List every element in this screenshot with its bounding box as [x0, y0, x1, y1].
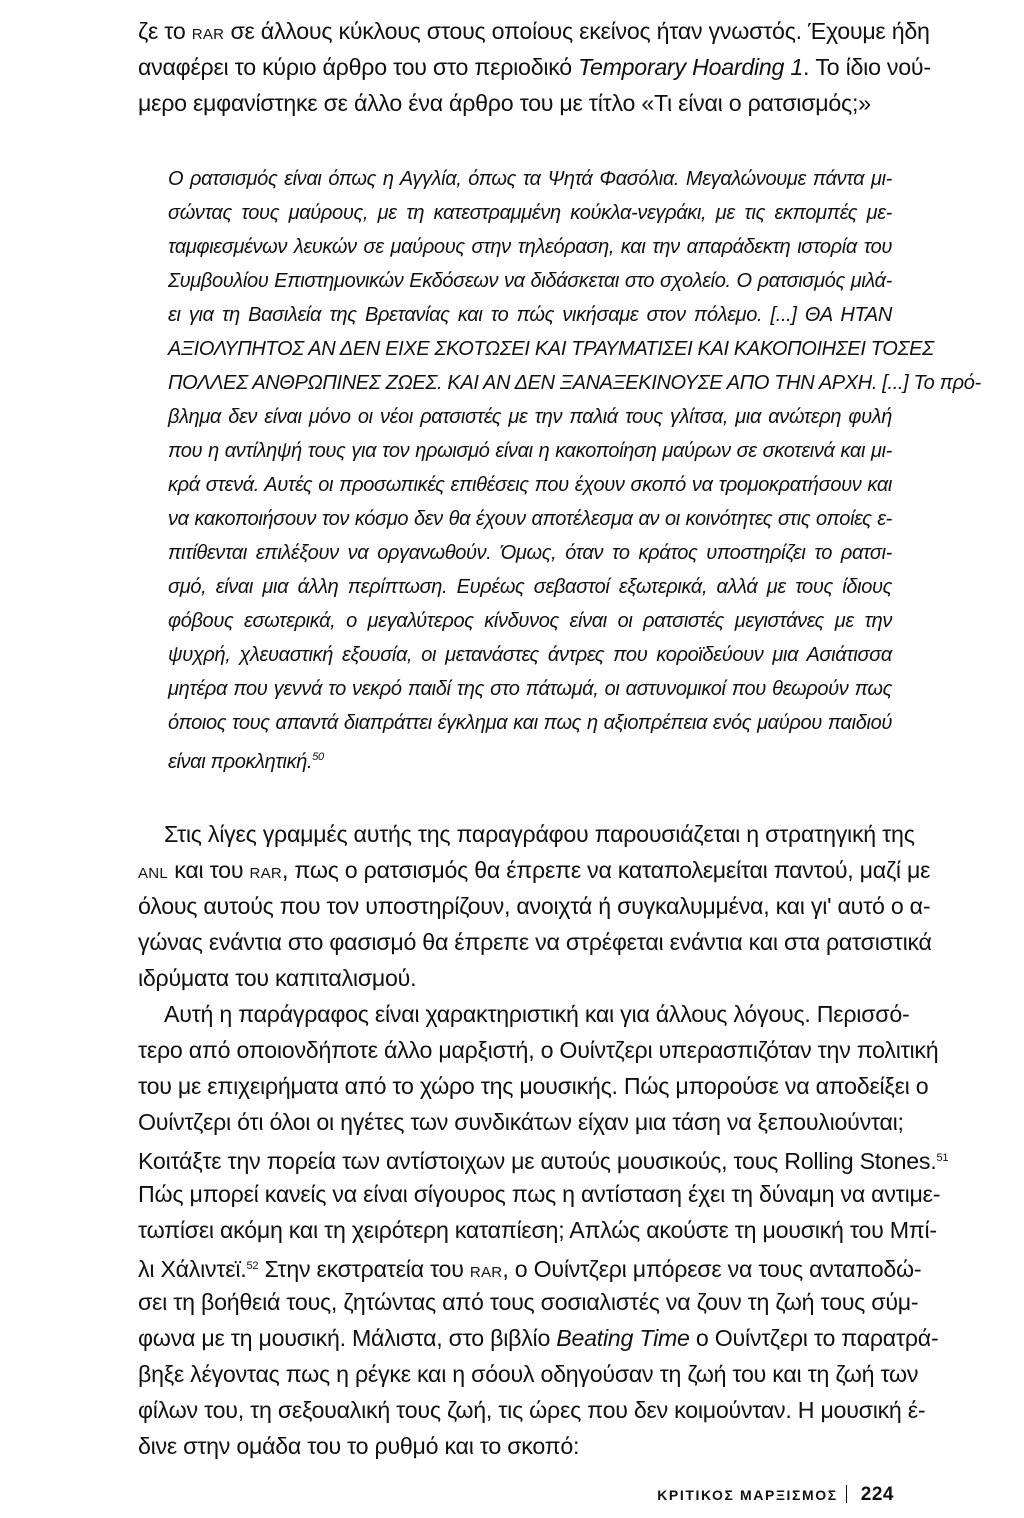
text-run: Στις λίγες γραμμές αυτής της παραγράφου παρουσιάζεται η στρατηγική της — [164, 821, 915, 847]
body-line — [138, 819, 915, 849]
body-line: όλους αυτούς που τον υποστηρίζουν, ανοιχτά ή συγκαλυμμένα, και γι' αυτό ο α- — [138, 893, 931, 919]
text-run: Κοιτάξτε την πορεία των αντίστοιχων με αυτούς μουσικούς, τους Rolling Stones. — [138, 1148, 937, 1174]
footnote-ref-51: 51 — [936, 1152, 949, 1164]
quote-line: ΠΟΛΛΕΣ ΑΝΘΡΩΠΙΝΕΣ ΖΩΕΣ. ΚΑΙ ΑΝ ΔΕΝ ΞΑΝΑΞΕΚΙΝΟΥΣΕ ΑΠΟ ΤΗΝ ΑΡΧΗ. [...] Το πρό- — [168, 372, 981, 394]
journal-title: Temporary Hoarding — [578, 54, 785, 80]
text-run: , πως ο ρατσισμός θα έπρεπε να καταπολεμείται παντού, μαζί με — [282, 857, 931, 883]
acronym-rar: RAR — [191, 26, 225, 43]
quote-line: ει για τη Βασιλεία της Βρετανίας και το πώς νικήσαμε στον πόλεμο. [...] ΘΑ ΗΤΑΝ — [168, 304, 892, 326]
acronym-rar: RAR — [249, 865, 283, 882]
text-run: φωνα με τη μουσική. Μάλιστα, στο βιβλίο — [138, 1325, 557, 1351]
text-run: Αυτή η παράγραφος είναι χαρακτηριστική και για άλλους λόγους. Περισσό- — [164, 1001, 910, 1027]
journal-issue: 1 — [790, 54, 804, 80]
quote-line: ΑΞΙΟΛΥΠΗΤΟΣ ΑΝ ΔΕΝ ΕΙΧΕ ΣΚΟΤΩΣΕΙ ΚΑΙ ΤΡΑΥΜΑΤΙΣΕΙ ΚΑΙ ΚΑΚΟΠΟΙΗΣΕΙ ΤΟΣΕΣ — [168, 338, 934, 360]
body-line: δινε στην ομάδα του το ρυθμό και το σκοπό: — [138, 1433, 580, 1459]
text-run: ζε το — [138, 18, 192, 44]
quote-line: που η αντίληψή τους για τον ηρωισμό είναι η κακοποίηση μαύρων σε σκοτεινά και μι- — [168, 440, 892, 462]
body-line: τερο από οποιονδήποτε άλλο μαρξιστή, ο Ουίντζερι υπερασπιζόταν την πολιτική — [138, 1037, 939, 1063]
quote-line: ταμφιεσμένων λευκών σε μαύρους στην τηλεόραση, και την απαράδεκτη ιστορία του — [168, 236, 892, 258]
acronym-rar: RAR — [469, 1264, 503, 1281]
text-run: σε άλλους κύκλους στους οποίους εκείνος ήταν γνωστός. Έχουμε ήδη — [224, 18, 930, 44]
body-line — [138, 999, 910, 1029]
text-run: είναι προκλητική. — [168, 751, 313, 773]
quote-line: σώντας τους μαύρους, με τη κατεστραμμένη κούκλα-νεγράκι, με τις εκπομπές με- — [168, 202, 892, 224]
footer-divider — [846, 1485, 847, 1503]
text-run: αναφέρει το κύριο άρθρο του στο περιοδικό — [138, 54, 579, 80]
text-run: ο Ουίντζερι το παρατρά- — [689, 1325, 939, 1351]
body-line: Ουίντζερι ότι όλοι οι ηγέτες των συνδικάτων είχαν μια τάση να ξεπουλιούνται; — [138, 1109, 904, 1135]
running-footer — [657, 1484, 894, 1506]
quote-line: σμό, είναι μια άλλη περίπτωση. Ευρέως σεβαστοί εξωτερικά, αλλά με τους ίδιους — [168, 576, 892, 598]
body-line: ιδρύματα του καπιταλισμού. — [138, 965, 417, 991]
book-title: Beating Time — [556, 1325, 690, 1351]
body-line — [138, 1251, 922, 1288]
body-line — [138, 16, 930, 50]
running-title: ΚΡΙΤΙΚΟΣ ΜΑΡΞΙΣΜΟΣ — [657, 1487, 838, 1503]
footnote-ref-50: 50 — [312, 751, 324, 763]
text-run: , ο Ουίντζερι μπόρεσε να τους ανταποδώ- — [502, 1256, 922, 1282]
quote-line: ψυχρή, χλευαστική εξουσία, οι μετανάστες άντρες που κοροϊδεύουν μια Ασιάτισσα — [168, 644, 892, 666]
body-line: Πώς μπορεί κανείς να είναι σίγουρος πως η αντίσταση έχει τη δύναμη να αντιμε- — [138, 1181, 941, 1207]
page-number: 224 — [860, 1484, 894, 1505]
body-line: τωπίσει ακόμη και τη χειρότερη καταπίεση; Απλώς ακούστε τη μουσική του Μπί- — [138, 1217, 937, 1243]
quote-line — [168, 742, 892, 777]
body-line — [138, 1143, 949, 1176]
text-run: Στην εκστρατεία του — [258, 1256, 470, 1282]
acronym-anl: ANL — [138, 865, 169, 882]
quote-line: Συμβουλίου Επιστημονικών Εκδόσεων να διδάσκεται στο σχολείο. Ο ρατσισμός μιλά- — [168, 270, 892, 292]
body-line — [138, 52, 931, 82]
text-run: μερο εμφανίστηκε σε άλλο ένα άρθρο του με τίτλο «Τι είναι ο ρατσισμός;» — [138, 90, 871, 116]
footnote-ref-52: 52 — [246, 1260, 259, 1272]
body-line: φίλων του, τη σεξουαλική τους ζωή, τις ώρες που δεν κοιμούνταν. Η μουσική έ- — [138, 1397, 926, 1423]
quote-line: φόβους εσωτερικά, ο μεγαλύτερος κίνδυνος είναι οι ρατσιστές μεγιστάνες με την — [168, 610, 892, 632]
body-line — [138, 1323, 939, 1353]
text-run: και του — [168, 857, 250, 883]
quote-line: πιτίθενται επιλέξουν να οργανωθούν. Όμως, όταν το κράτος υποστηρίζει το ρατσι- — [168, 542, 892, 564]
body-line: του με επιχειρήματα από το χώρο της μουσικής. Πώς μπορούσε να αποδείξει ο — [138, 1073, 929, 1099]
quote-line: μητέρα που γεννά το νεκρό παιδί της στο πάτωμά, οι αστυνομικοί που θεωρούν πως — [168, 678, 892, 700]
quote-line: Ο ρατσισμός είναι όπως η Αγγλία, όπως τα Ψητά Φασόλια. Μεγαλώνουμε πάντα μι- — [168, 168, 892, 190]
quote-line: κρά στενά. Αυτές οι προσωπικές επιθέσεις που έχουν σκοπό να τρομοκρατήσουν και — [168, 474, 892, 496]
quote-line: να κακοποιήσουν τον κόσμο δεν θα έχουν αποτέλεσμα αν οι κοινότητες στις οποίες ε- — [168, 508, 892, 530]
quote-line: βλημα δεν είναι μόνο οι νέοι ρατσιστές με την παλιά τους γλίτσα, μια ανώτερη φυλή — [168, 406, 892, 428]
body-line: γώνας ενάντια στο φασισμό θα έπρεπε να στρέφεται ενάντια και στα ρατσιστικά — [138, 929, 932, 955]
body-line — [138, 88, 892, 118]
quote-line: όποιος τους απαντά διαπράττει έγκλημα και πως η αξιοπρέπεια ενός μαύρου παιδιού — [168, 712, 892, 734]
body-line: σει τη βοήθειά τους, ζητώντας από τους σοσιαλιστές να ζουν τη ζωή τους σύμ- — [138, 1289, 919, 1315]
body-line — [138, 855, 931, 889]
text-run: λι Χάλιντεϊ. — [138, 1256, 247, 1282]
body-line: βηξε λέγοντας πως η ρέγκε και η σόουλ οδηγούσαν τη ζωή του και τη ζωή των — [138, 1361, 919, 1387]
text-run: . Το ίδιο νού- — [803, 54, 931, 80]
